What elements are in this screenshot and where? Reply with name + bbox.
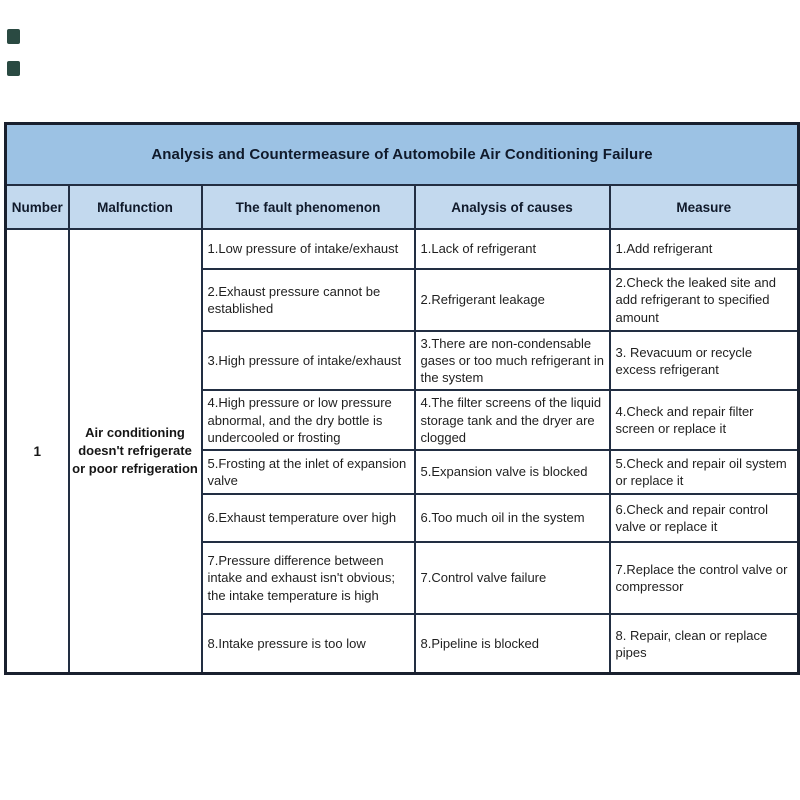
phenomenon-cell: 4.High pressure or low pressure abnormal, and the dry bottle is undercooled or frosting xyxy=(202,390,415,449)
column-header-fault-phenomenon: The fault phenomenon xyxy=(202,185,415,229)
phenomenon-cell: 2.Exhaust pressure cannot be established xyxy=(202,269,415,331)
measure-cell: 3. Revacuum or recycle excess refrigerant xyxy=(610,331,799,390)
cause-cell: 5.Expansion valve is blocked xyxy=(415,450,610,494)
phenomenon-cell: 1.Low pressure of intake/exhaust xyxy=(202,229,415,269)
phenomenon-cell: 3.High pressure of intake/exhaust xyxy=(202,331,415,390)
malfunction-cell: Air conditioning doesn't refrigerate or poor refrigeration xyxy=(69,229,202,674)
number-cell: 1 xyxy=(6,229,69,674)
cause-cell: 6.Too much oil in the system xyxy=(415,494,610,542)
phenomenon-cell: 7.Pressure difference between intake and exhaust isn't obvious; the intake temperature is high xyxy=(202,542,415,614)
measure-cell: 8. Repair, clean or replace pipes xyxy=(610,614,799,674)
page-marker-icon xyxy=(7,29,20,44)
fault-analysis-table xyxy=(4,122,800,675)
column-header-malfunction: Malfunction xyxy=(69,185,202,229)
cause-cell: 8.Pipeline is blocked xyxy=(415,614,610,674)
measure-cell: 5.Check and repair oil system or replace it xyxy=(610,450,799,494)
cause-cell: 1.Lack of refrigerant xyxy=(415,229,610,269)
cause-cell: 7.Control valve failure xyxy=(415,542,610,614)
measure-cell: 6.Check and repair control valve or replace it xyxy=(610,494,799,542)
phenomenon-cell: 6.Exhaust temperature over high xyxy=(202,494,415,542)
column-header-number: Number xyxy=(6,185,69,229)
cause-cell: 3.There are non-condensable gases or too much refrigerant in the system xyxy=(415,331,610,390)
page-marker-icon xyxy=(7,61,20,76)
phenomenon-cell: 8.Intake pressure is too low xyxy=(202,614,415,674)
header-row xyxy=(6,185,799,229)
column-header-analysis-of-causes: Analysis of causes xyxy=(415,185,610,229)
measure-cell: 2.Check the leaked site and add refrigerant to specified amount xyxy=(610,269,799,331)
measure-cell: 1.Add refrigerant xyxy=(610,229,799,269)
measure-cell: 4.Check and repair filter screen or replace it xyxy=(610,390,799,449)
title-row xyxy=(6,124,799,186)
phenomenon-cell: 5.Frosting at the inlet of expansion valve xyxy=(202,450,415,494)
column-header-measure: Measure xyxy=(610,185,799,229)
table-row xyxy=(6,229,799,269)
table-title: Analysis and Countermeasure of Automobile Air Conditioning Failure xyxy=(6,124,799,186)
measure-cell: 7.Replace the control valve or compressor xyxy=(610,542,799,614)
cause-cell: 2.Refrigerant leakage xyxy=(415,269,610,331)
cause-cell: 4.The filter screens of the liquid storage tank and the dryer are clogged xyxy=(415,390,610,449)
